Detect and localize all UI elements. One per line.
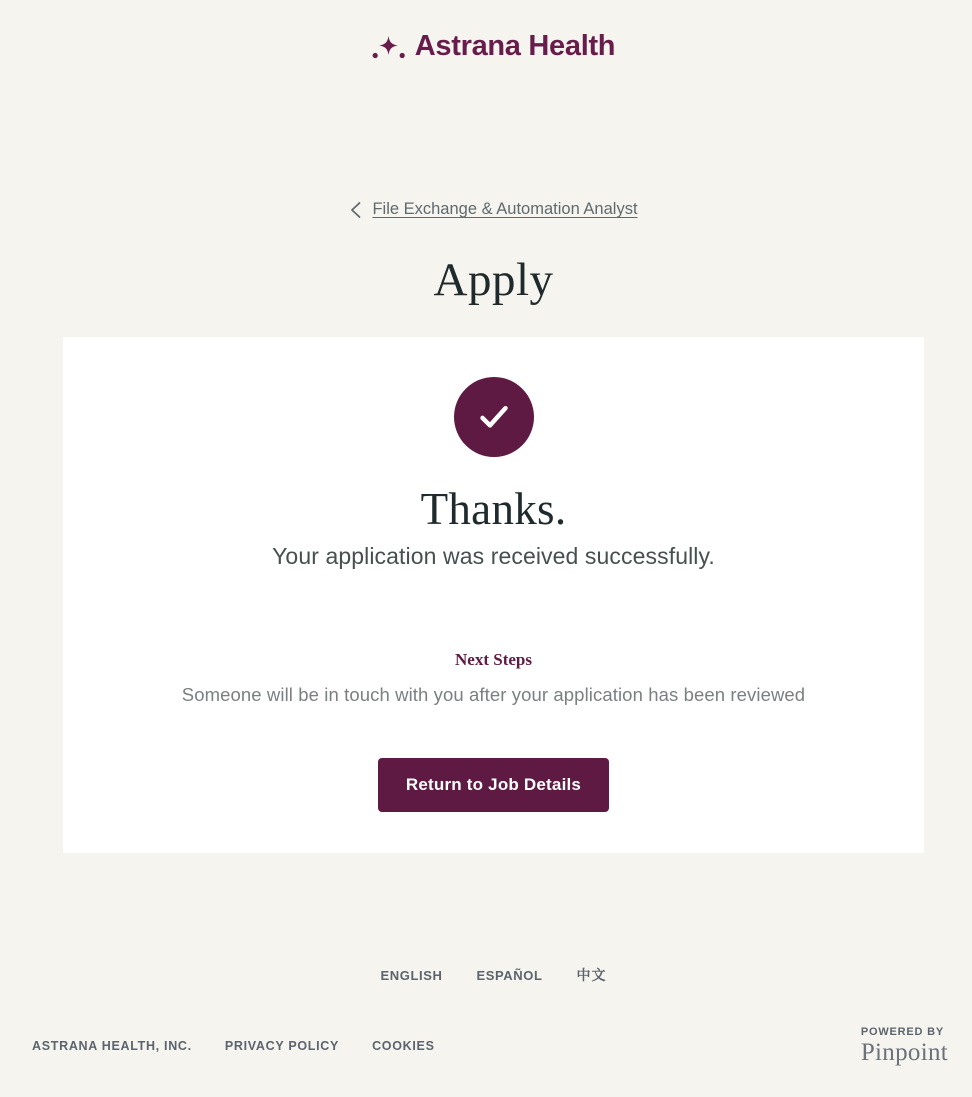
- back-to-job-link[interactable]: File Exchange & Automation Analyst: [372, 200, 638, 218]
- confirmation-card: [63, 337, 924, 853]
- footer-links: [32, 1039, 435, 1053]
- checkmark-icon: [471, 394, 517, 440]
- powered-by-label: POWERED BY: [860, 1025, 945, 1038]
- language-link-espanol[interactable]: ESPAÑOL: [476, 967, 543, 983]
- footer-link-privacy-policy[interactable]: PRIVACY POLICY: [224, 1039, 340, 1053]
- sparkle-icon: [372, 34, 406, 60]
- company-logo[interactable]: [372, 30, 615, 63]
- language-link-chinese[interactable]: 中文: [576, 967, 607, 983]
- language-selector: [63, 965, 924, 985]
- chevron-left-icon: [349, 201, 362, 219]
- return-to-job-details-button[interactable]: Return to Job Details: [378, 758, 609, 812]
- back-row: [63, 200, 924, 219]
- powered-by-pinpoint[interactable]: [861, 1026, 948, 1067]
- thanks-heading: Thanks.: [420, 484, 567, 534]
- company-name: Astrana Health: [414, 30, 616, 62]
- success-badge: [454, 377, 534, 457]
- page-title: Apply: [433, 254, 554, 306]
- pinpoint-logo: Pinpoint: [860, 1038, 948, 1066]
- language-link-english[interactable]: ENGLISH: [380, 967, 443, 983]
- page-content: [63, 0, 924, 985]
- footer-link-cookies[interactable]: COOKIES: [372, 1039, 435, 1053]
- header: [63, 0, 924, 63]
- next-steps-text: Someone will be in touch with you after your application has been reviewed: [181, 684, 806, 705]
- next-steps-label: Next Steps: [455, 650, 532, 669]
- footer-link-company[interactable]: ASTRANA HEALTH, INC.: [32, 1039, 192, 1053]
- confirmation-message: Your application was received successfully.: [272, 543, 715, 569]
- footer: [0, 1009, 972, 1097]
